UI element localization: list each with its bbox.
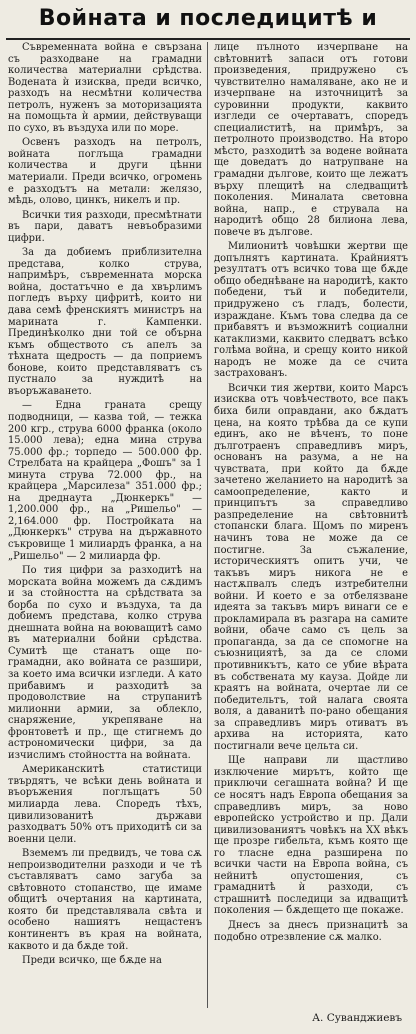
paragraph: Всички тия разходи, пресмѣтнати въ пари, даватъ невъобразими цифри. [8,209,202,244]
paragraph: — Една граната срещу подводници, — казва той, — тежка 200 кгр., струва 6000 франка (около 15.000 лева); една мина струва 75.000 фр.; торпедо — 500.000 фр. Стрелбата на крайцера „Фошъ" за 1 минута струва 72.000 фр., на крайцера „Марсилеза" 351.000 фр.; на дреднаута „Дюнкеркъ" — 1,200.000 фр., на „Ришельо" — 2,164.000 фр. Постройката на „Дюнкеркъ" струва на държавното съкровище 1 милиардъ франка, а на „Ришельо" — 2 милиарда фр. [8,400,202,562]
paragraph: Ще направи ли щастливо изключение мирътъ, който ще приключи сегашната война? И ще се носятъ надъ Европа обещания за справедливъ миръ, за ново европейско устройство и пр. Дали цивилизованиятъ човѣкъ на XX вѣкъ ще прозре гибельта, къмъ която ще го тласне една разширена по всички части на Европа война, съ нейнитѣ опустошения, съ грамаднитѣ ѝ разходи, съ страшнитѣ последици за идващитѣ поколения — бѫдещето ще покаже. [214,755,408,917]
paragraph: По тия цифри за разходитѣ на морската война можемъ да сѫдимъ и за стойността на срѣдствата за борба по сухо и въздуха, та да добиемъ представа, колко струва днешната война на воюващитѣ само въ материални бойни срѣдства. Сумитѣ ще станатъ още по-грамадни, ако войната се разшири, за което има всички изгледи. А като прибавимъ и разходитѣ за продоволствие на струпанитѣ милионни армии, за облекло, снаряжение, укрепяване на фронтоветѣ и пр., ще стигнемъ до астрономически цифри, за да изчислимъ стойността на войната. [8,565,202,761]
paragraph: лице пълното изчерпване на свѣтовнитѣ запаси отъ готови произведения, придружено съ чувствително намаляване, ако не и изчерпване на източницитѣ за суровинни продукти, каквито изгледи се очертаватъ, споредъ специалиститѣ, на примѣръ, за петролното производство. На второ мѣсто, разходитѣ за водене войната ще доведатъ до натрупване на грамадни дългове, които ще лежатъ върху плещитѣ на следващитѣ поколения. Миналата световна война, напр., е струвала на народитѣ общо 28 билиона лева, повече въ дългове. [214,42,408,238]
paragraph: Вземемъ ли предвидъ, че това сѫ непроизводителни разходи и че тѣ съставляватъ само загуба за свѣтовното стопанство, ще имаме общитѣ очертания на картината, която би представлявала свѣта и особено нашиятъ нещастенъ континентъ въ края на войната, каквото и да бѫде той. [8,848,202,952]
right-column [214,42,408,1008]
paragraph: Американскитѣ статистици твърдятъ, че всѣки день войната и въоръжения поглъщатъ 50 милиарда лева. Споредъ тѣхъ, цивилизованитѣ държави разходватъ 50% отъ приходитѣ си за военни цели. [8,764,202,845]
paragraph: Съвременната война е свързана съ разходване на грамадни количества материални срѣдства. Водената ѝ изисква, преди всичко, разходъ на несмѣтни количества петролъ, нуженъ за моторизацията на помощьта ѝ армии, действуващи по сухо, въ въздуха или по море. [8,42,202,134]
title-rule [6,38,410,40]
paragraph: Днесъ за днесъ признацитѣ за подобно отрезвление сѫ малко. [214,920,408,943]
column-divider [207,42,208,1008]
article-title: Войната и последицитѣ и [38,6,378,31]
paragraph: Милионитѣ човѣшки жертви ще допълнятъ картината. Крайниятъ резултатъ отъ всичко това ще бѫде общо обеднѣване на народитѣ, както победени, тъй и победители, придружено съ гладъ, болести, израждане. Къмъ това следва да се прибавятъ и възможнитѣ социални катаклизми, каквито следватъ всѣко голѣма война, и срещу които никой народъ не може да се счита застрахованъ. [214,241,408,380]
paragraph: За да добиемъ приблизителна представа, колко струва, напримѣръ, съвременната морска война, достатъчно е да хвърлимъ погледъ върху цифритѣ, които ни дава семѣ френскиятъ министръ на марината г. Кампенки. Прединѣколко дни той се обърна къмъ обществото съ апелъ за тѣхната щедрость — да поприемъ бонове, които представляватъ съ пустнало за нуждитѣ на въоръжаването. [8,247,202,397]
paragraph: Всички тия жертви, които Марсъ изисква отъ човѣчеството, все пакъ биха били оправдани, ако бѫдатъ цена, на която трѣбва да се купи единъ, ако не вѣченъ, то поне дълготраенъ справедливъ миръ, основанъ на разума, а не на чувствата, при който да бѫде зачетено желанието на народитѣ за самоопределение, както и принципътъ за справедливо разпределение на свѣтовнитѣ стопански блага. Щомъ по миренъ начинъ това не може да се постигне. За съжаление, историческиятъ опитъ учи, че такъвъ миръ никога не е настѫпвалъ следъ изтребителни войни. И което е за отбелязване идеята за такъвъ миръ винаги се е прокламирала въ разгара на самите войни, обаче само съ цель за пропаганда, за да се спомогне на съюзнициятѣ, за да се сломи противникътъ, като се убие вѣрата въ собствената му кауза. Дойде ли краятъ на войната, очертае ли се победительтъ, той налага своята воля, а даванитѣ по-рано обещания за справедливъ миръ отиватъ въ архива на историята, като постигнали вече цельта си. [214,382,408,752]
paragraph: Преди всичко, ще бѫде на [22,955,162,967]
paragraph: Освенъ разходъ на петролъ, войната поглъща грамадни количества и други цѣнни материали. Преди всичко, огромень е разходътъ на метали: желязо, мѣдь, олово, цинкъ, никелъ и пр. [8,137,202,207]
left-column [8,42,202,1008]
author-signature: А. Суванджиевъ [312,1012,402,1024]
